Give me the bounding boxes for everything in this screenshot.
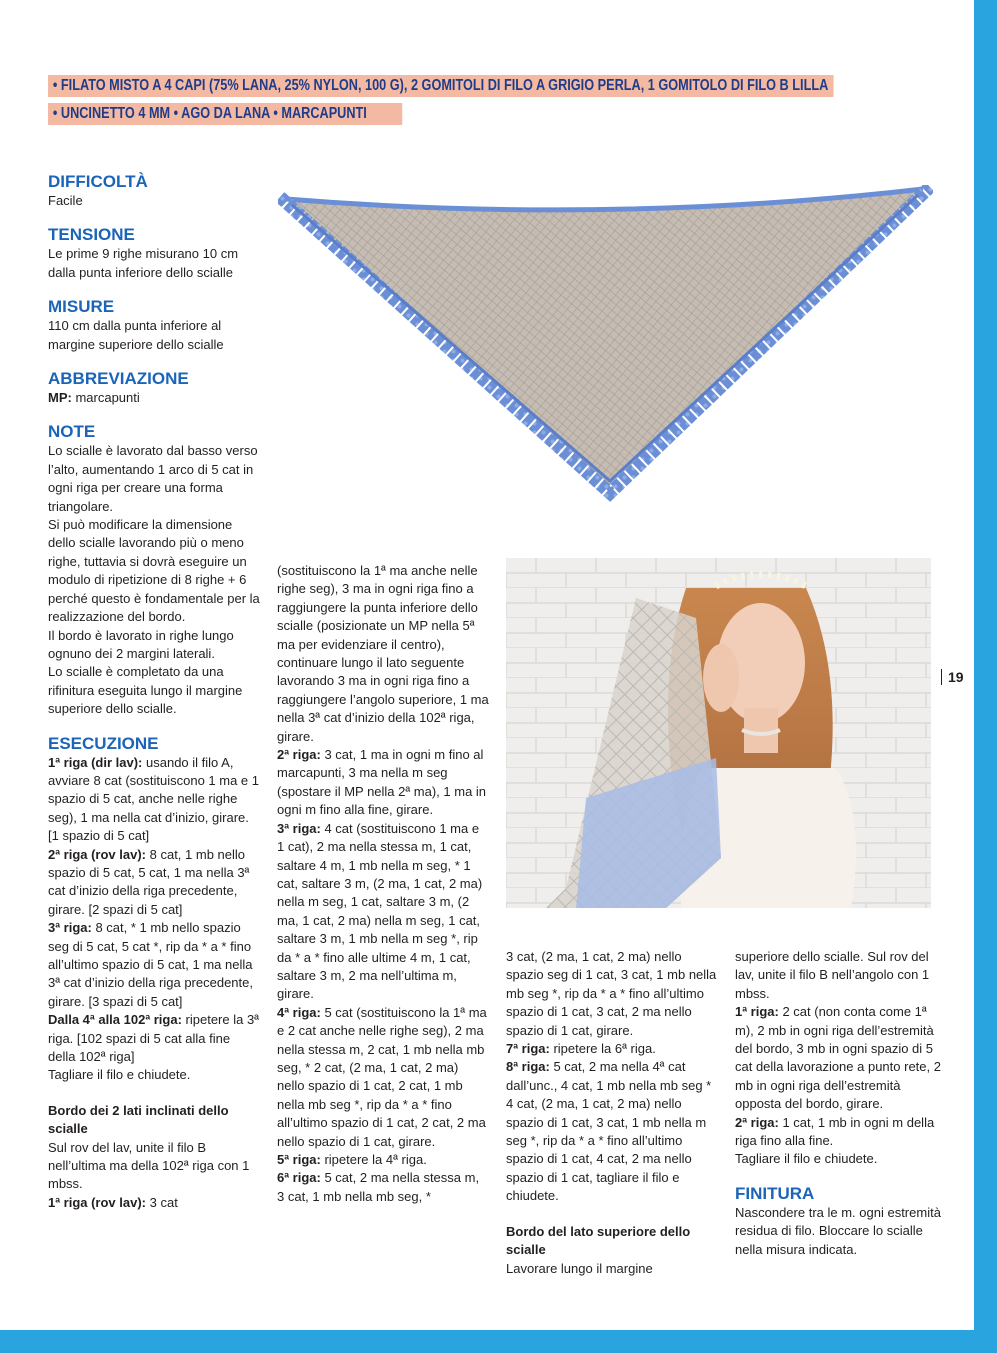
- esecuzione-heading: ESECUZIONE: [48, 733, 159, 753]
- instruction-row: 5ª riga: ripetere la 4ª riga.: [277, 1152, 427, 1167]
- model-photo: [506, 558, 931, 908]
- difficolta-heading: DIFFICOLTÀ: [48, 172, 148, 191]
- difficolta-text: Facile: [48, 193, 83, 208]
- finitura-text: Nascondere tra le m. ogni estremità residua di filo. Bloccare lo scialle nella misura indicata.: [735, 1204, 941, 1257]
- finitura-heading: FINITURA: [735, 1183, 815, 1203]
- abbreviazione-text: MP: marcapunti: [48, 390, 140, 406]
- note-paragraph: Lo scialle è lavorato dal basso verso l’alto, aumentando 1 arco di 5 cat in ogni riga per creare una forma triangolare.: [48, 443, 258, 514]
- instruction-row: Dalla 4ª alla 102ª riga: ripetere la 3ª riga. [102 spazi di 5 cat alla fine della 102ª riga]: [48, 1012, 259, 1065]
- page-frame-right: [974, 0, 997, 1353]
- instruction-row: 2ª riga: 1 cat, 1 mb in ogni m della riga fino alla fine.: [735, 1114, 935, 1149]
- instruction-row: 2ª riga (rov lav): 8 cat, 1 mb nello spazio di 5 cat, 5 cat, 1 ma nella 3ª cat d’inizio della riga precedente, girare. [2 spazi di 5 cat]: [48, 846, 250, 917]
- tensione-text: Le prime 9 righe misurano 10 cm dalla punta inferiore dello scialle: [48, 246, 239, 280]
- column-4: [735, 948, 947, 1259]
- instruction-row: 3ª riga: 4 cat (sostituiscono 1 ma e 1 cat), 2 ma nella stessa m, 1 cat, saltare 4 m, 1 mb nella m seg, * 1 cat, saltare 3 m, (2 ma, 1 cat, 2 ma) nella m seg, 1 cat, saltare 3 m, (2 ma, 1 cat, 2 ma) nella m seg, 1 cat, saltare 3 m, 1 mb nella m seg *, rip da * a * fino alle ultime 4 m, 1 cat, saltare 3 m, 2 ma nell’ultima m, girare.: [277, 820, 483, 1002]
- misure-text: 110 cm dalla punta inferiore al margine superiore dello scialle: [48, 318, 224, 352]
- abbreviazione-heading: ABBREVIAZIONE: [48, 369, 189, 389]
- bordo-superiore-heading: Bordo del lato superiore dello scialle: [506, 1223, 691, 1258]
- note-paragraph: Lo scialle è completato da una rifinitura eseguita lungo il margine superiore dello scialle.: [48, 664, 243, 717]
- misure-heading: MISURE: [48, 297, 115, 317]
- bordo-superiore-intro: Lavorare lungo il margine: [506, 1260, 653, 1276]
- instruction-continuation: (sostituiscono la 1ª ma anche nelle righe seg), 3 ma in ogni riga fino a raggiungere la punta inferiore dello scialle (posizionate un MP nella 5ª ma per evidenziare il centro), continuare lungo il lato seguente lavorando 3 ma in ogni riga fino a raggiungere l’angolo superiore, 1 ma nella 3ª cat d’inizio della 102ª riga, girare.: [277, 563, 489, 744]
- instruction-row: 6ª riga: 5 cat, 2 ma nella stessa m, 3 cat, 1 mb nella mb seg, *: [277, 1170, 480, 1204]
- materials-line-1: • FILATO MISTO A 4 CAPI (75% LANA, 25% NYLON, 100 G), 2 GOMITOLI DI FILO A GRIGIO PERLA, 1 GOMITOLO DI FILO B LILLA: [48, 75, 834, 97]
- tensione-heading: TENSIONE: [48, 225, 135, 245]
- instruction-row: 3ª riga: 8 cat, * 1 mb nello spazio seg di 5 cat, 5 cat *, rip da * a * fino all’ultimo spazio di 5 cat, 1 ma nella 3ª cat d’inizio della riga precedente, girare. [3 spazi di 5 cat]: [48, 920, 253, 1009]
- instruction-continuation: 3 cat, (2 ma, 1 cat, 2 ma) nello spazio seg di 1 cat, 3 cat, 1 mb nella mb seg *, rip da * a * fino all’ultimo spazio di 1 cat, 3 cat, 2 ma nello spazio di 1 cat, girare.: [506, 949, 717, 1038]
- column-2: [277, 562, 489, 1206]
- instruction-row: 1ª riga (rov lav): 3 cat: [48, 1194, 178, 1210]
- instruction-row: 4ª riga: 5 cat (sostituiscono la 1ª ma e 2 cat anche nelle righe seg), 2 ma nella stessa m, 2 cat, 1 mb nella mb seg, * 2 cat, (2 ma, 1 cat, 2 ma) nello spazio di 1 cat, 2 cat, 1 mb nella mb seg *, rip da * a * fino all’ultimo spazio di 1 cat, 2 cat, 2 ma nello spazio di 1 cat, girare.: [277, 1004, 487, 1149]
- column-1: [48, 172, 260, 1212]
- instruction-row: 1ª riga: 2 cat (non conta come 1ª m), 2 mb in ogni riga dell’estremità del bordo, 3 mb in ogni spazio di 5 cat della lavorazione a punto rete, 2 mb in ogni riga dell’estremità opposta del bordo, girare.: [735, 1004, 941, 1112]
- hand: [703, 644, 739, 712]
- note-paragraph: Il bordo è lavorato in righe lungo ognuno dei 2 margini laterali.: [48, 627, 234, 661]
- page-frame-bottom: [0, 1330, 997, 1353]
- instruction-end: Tagliare il filo e chiudete.: [735, 1151, 878, 1167]
- shawl-body: [286, 189, 923, 485]
- instruction-continuation: superiore dello scialle. Sul rov del lav, unite il filo B nell’angolo con 1 mbss.: [735, 949, 930, 1001]
- page-number: 19: [941, 669, 964, 685]
- column-3: [506, 948, 718, 1278]
- instruction-row: 8ª riga: 5 cat, 2 ma nella 4ª cat dall’unc., 4 cat, 1 mb nella mb seg * 4 cat, (2 ma, 1 cat, 2 ma) nello spazio di 1 cat, 3 cat, 1 mb nella m seg *, rip da * a * fino all’ultimo spazio di 1 cat, 4 cat, 2 ma nello spazio di 1 cat, tagliare il filo e chiudete.: [506, 1059, 712, 1204]
- instruction-row: 7ª riga: ripetere la 6ª riga.: [506, 1041, 656, 1057]
- note-paragraph: Si può modificare la dimensione dello scialle lavorando più o meno righe, tuttavia si dovrà eseguire un modulo di ripetizione di 8 righe + 6 perché questo è fondamentale per la realizzazione del bordo.: [48, 517, 260, 625]
- instruction-row: 1ª riga (dir lav): usando il filo A, avviare 8 cat (sostituiscono 1 ma e 1 spazio di 5 cat, anche nelle righe seg), 1 ma nella cat d’inizio, girare. [1 spazio di 5 cat]: [48, 754, 259, 844]
- instruction-row: 2ª riga: 3 cat, 1 ma in ogni m fino al marcapunti, 3 ma nella m seg (spostare il MP nella 2ª ma), 1 ma in ogni m fino alla fine, girare.: [277, 747, 487, 818]
- bordo-lati-heading: Bordo dei 2 lati inclinati dello scialle: [48, 1102, 229, 1137]
- bordo-lati-intro: Sul rov del lav, unite il filo B nell’ultima ma della 102ª riga con 1 mbss.: [48, 1139, 250, 1192]
- note-heading: NOTE: [48, 422, 96, 442]
- materials-line-2: • UNCINETTO 4 MM • AGO DA LANA • MARCAPUNTI: [48, 103, 402, 125]
- shawl-illustration: [278, 185, 933, 520]
- instruction-end: Tagliare il filo e chiudete.: [48, 1067, 191, 1083]
